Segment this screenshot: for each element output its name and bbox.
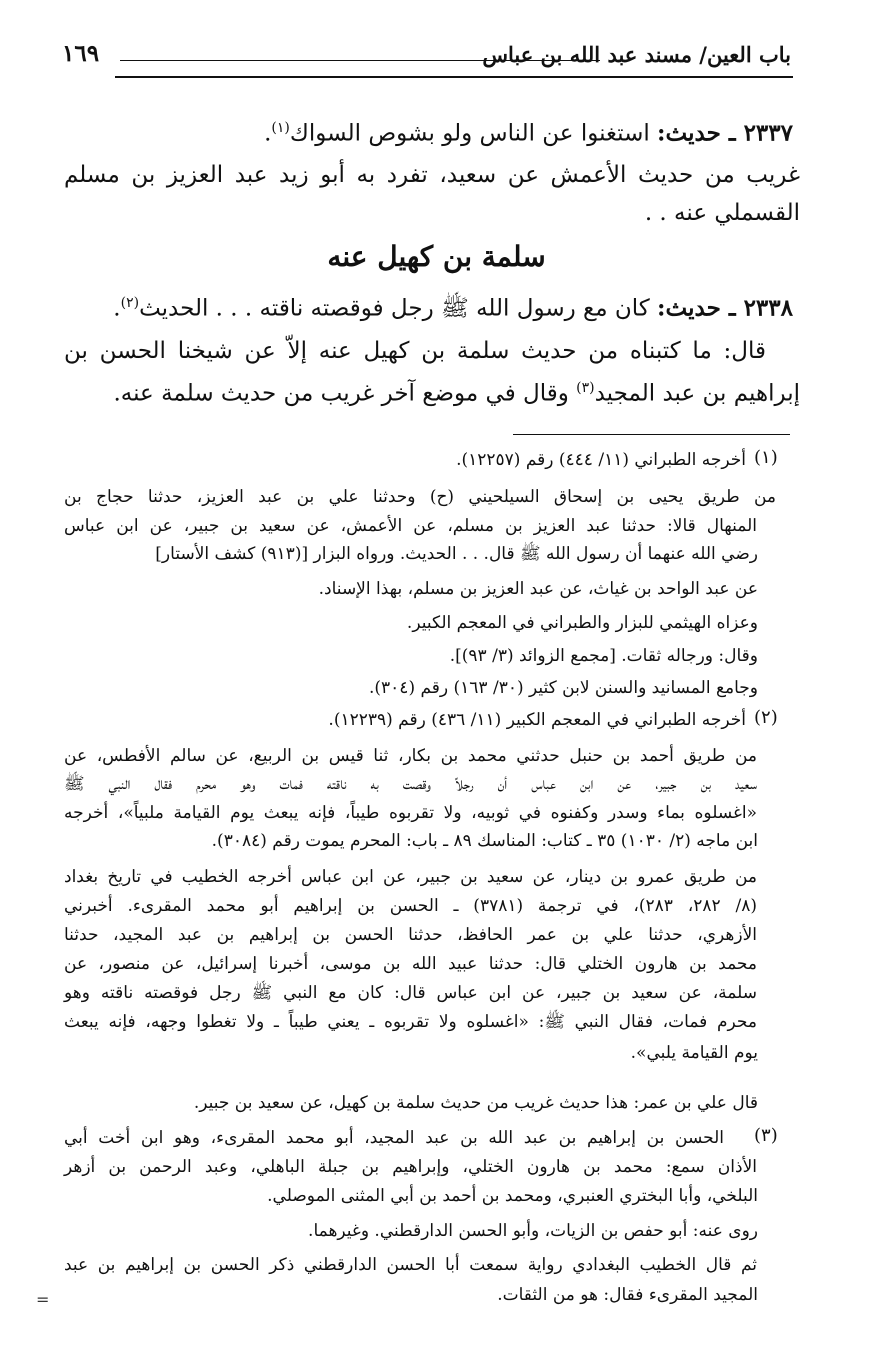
footnote-line: سعيد بن جبير، عن ابن عباس أن رجلاً وقصت به ناقته فمات وهو محرم فقال النبي ﷺ <box>64 774 757 794</box>
footnote-line: أخرجه الطبراني في المعجم الكبير (١١/ ٤٣٦) رقم (١٢٢٣٩). <box>328 710 746 730</box>
comment-text: إبراهيم بن عبد المجيد <box>594 380 800 407</box>
footnote-line: «اغسلوه بماء وسدر وكفنوه في ثوبيه، ولا تقربوه طيباً، فإنه يبعث يوم القيامة ملبياً»، أخرجه <box>64 803 757 823</box>
hadith-2338 <box>113 288 793 324</box>
footnote-line: الأزهري، حدثنا علي بن عمر الحافظ، حدثنا الحسن بن إبراهيم بن عبد المجيد، حدثنا <box>64 925 757 945</box>
footnote-number: (٣) <box>754 1125 778 1146</box>
hadith-number: ٢٣٣٧ ـ حديث: <box>657 119 793 147</box>
comment-line: غريب من حديث الأعمش عن سعيد، تفرد به أبو زيد عبد العزيز بن مسلم <box>64 162 800 188</box>
page-number: ١٦٩ <box>62 40 100 67</box>
footnote-line: يوم القيامة يلبي». <box>630 1043 758 1063</box>
footnote-ref: (٢) <box>120 295 140 311</box>
hadith-number: ٢٣٣٨ ـ حديث: <box>657 294 793 322</box>
footnote-line: وجامع المسانيد والسنن لابن كثير (٣٠/ ١٦٣) رقم (٣٠٤). <box>368 678 758 698</box>
hadith-text: استغنوا عن الناس ولو بشوص السواك <box>289 120 658 147</box>
footnote-line: قال علي بن عمر: هذا حديث غريب من حديث سلمة بن كهيل، عن سعيد بن جبير. <box>193 1093 758 1113</box>
header-rule <box>115 76 793 78</box>
footnote-number: (٢) <box>754 707 778 728</box>
footnote-line: سلمة، عن سعيد بن جبير، عن ابن عباس قال: كان مع النبي ﷺ رجل فوقصته ناقته وهو <box>64 983 757 1003</box>
hadith-text: كان مع رسول الله ﷺ رجل فوقصته ناقته . . . الحديث <box>139 295 658 322</box>
footnote-line: المجيد المقرىء فقال: هو من الثقات. <box>497 1285 758 1305</box>
footnote-line: (٨/ ٢٨٢، ٢٨٣)، في ترجمة (٣٧٨١) ـ الحسن بن إبراهيم أبو محمد المقرىء. أخبرني <box>64 896 758 916</box>
period: . <box>264 120 272 147</box>
page-header <box>60 38 793 78</box>
footnote-line: محرم فمات، فقال النبي ﷺ: «اغسلوه ولا تقربوه ـ يعني طيباً ـ ولا تغطوا وجهه، فإنه يبعث <box>64 1012 757 1032</box>
footnote-line: ثم قال الخطيب البغدادي رواية سمعت أبا الحسن الدارقطني ذكر الحسن بن إبراهيم بن عبد <box>64 1255 757 1275</box>
comment-text: وقال في موضع آخر غريب من حديث سلمة عنه. <box>113 380 577 407</box>
comment-line <box>113 373 800 409</box>
comment-line: قال: ما كتبناه من حديث سلمة بن كهيل عنه إلاّ عن شيخنا الحسن بن <box>64 338 766 364</box>
footnote-line: المنهال قالا: حدثنا عبد العزيز بن مسلم، عن الأعمش، عن سعيد بن جبير، عن ابن عباس <box>64 516 757 536</box>
footnote-line: الأذان سمع: محمد بن هارون الختلي، وإبراهيم بن جبلة الباهلي، وعبد الرحمن بن أزهر <box>64 1157 757 1177</box>
period: . <box>113 295 121 322</box>
footnote-ref: (١) <box>271 120 290 136</box>
running-title: باب العين/ مسند عبد الله بن عباس <box>482 42 791 67</box>
hadith-2337 <box>264 113 793 149</box>
footnote-ref: (٣) <box>576 380 595 396</box>
footnote-line: الحسن بن إبراهيم بن عبد الله بن عبد المجيد، أبو محمد المقرىء، وهو ابن أخت أبي <box>64 1128 724 1148</box>
footnote-line: البلخي، وأبا البختري العنبري، ومحمد بن أحمد بن أبي المثنى الموصلي. <box>267 1186 758 1206</box>
footnote-line: من طريق أحمد بن حنبل حدثني محمد بن بكار، ثنا قيس بن الربيع، عن سالم الأفطس، عن <box>64 746 757 766</box>
section-heading: سلمة بن كهيل عنه <box>327 240 546 273</box>
footnote-line: وعزاه الهيثمي للبزار والطبراني في المعجم الكبير. <box>406 613 758 633</box>
footnote-line: روى عنه: أبو حفص بن الزيات، وأبو الحسن الدارقطني. وغيرهما. <box>308 1221 758 1241</box>
footnote-line: من طريق عمرو بن دينار، عن سعيد بن جبير، عن ابن عباس أخرجه الخطيب في تاريخ بغداد <box>64 867 757 887</box>
footnote-line: أخرجه الطبراني (١١/ ٤٤٤) رقم (١٢٢٥٧). <box>456 450 746 470</box>
footnote-line: ابن ماجه (٢/ ١٠٣٠) ٣٥ ـ كتاب: المناسك ٨٩ ـ باب: المحرم يموت رقم (٣٠٨٤). <box>211 831 758 851</box>
footnote-line: رضي الله عنهما أن رسول الله ﷺ قال. . . الحديث. ورواه البزار [(٩١٣) كشف الأستار] <box>155 544 758 564</box>
footnote-number: (١) <box>754 447 778 468</box>
footnote-line: محمد بن هارون الختلي قال: حدثنا عبيد الله بن موسى، أخبرنا إسرائيل، عن منصور، عن <box>64 954 757 974</box>
footnote-line: عن عبد الواحد بن غياث، عن عبد العزيز بن مسلم، بهذا الإسناد. <box>318 579 758 599</box>
margin-mark: = <box>36 1290 50 1309</box>
comment-line: القسملي عنه . . <box>644 200 800 226</box>
footnote-line: من طريق يحيى بن إسحاق السيلحيني (ح) وحدثنا علي بن عبد العزيز، حدثنا حجاج بن <box>64 487 776 507</box>
footnote-separator <box>513 434 790 435</box>
footnote-line: وقال: ورجاله ثقات. [مجمع الزوائد (٣/ ٩٣)]. <box>449 646 758 666</box>
